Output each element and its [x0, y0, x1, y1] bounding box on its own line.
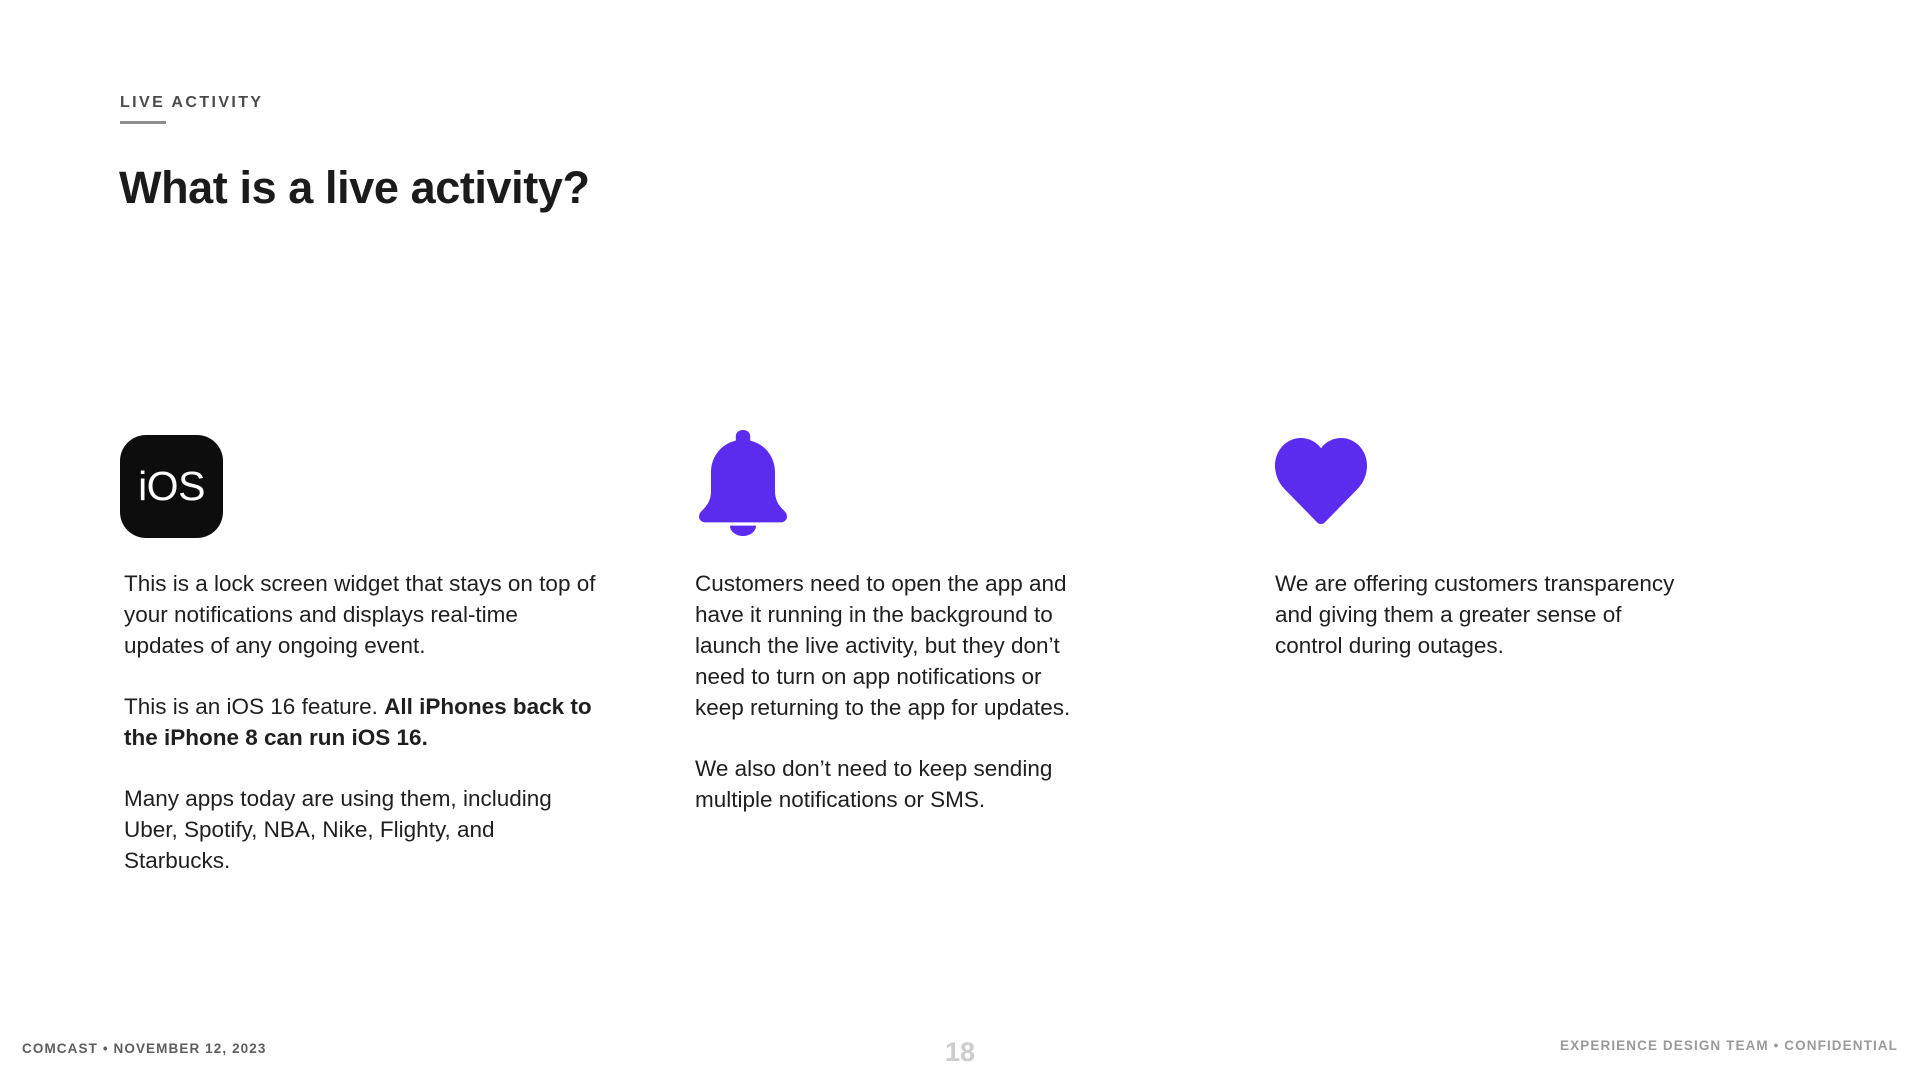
footer-right: EXPERIENCE DESIGN TEAM • CONFIDENTIAL — [1560, 1038, 1898, 1053]
column-transparency — [1275, 420, 1835, 876]
page-number: 18 — [944, 1037, 976, 1067]
footer-date: NOVEMBER 12, 2023 — [113, 1041, 267, 1056]
paragraph: We also don’t need to keep sending multiple notifications or SMS. — [695, 756, 1053, 813]
paragraph: This is an iOS 16 feature. All iPhones back to the iPhone 8 can run iOS 16. — [124, 694, 592, 751]
paragraph: Customers need to open the app and have it running in the background to launch the live activity, but they don’t need to turn on app notifications or keep returning to the app for updates. — [695, 571, 1071, 721]
footer-separator: • — [102, 1041, 109, 1056]
icon-slot — [1275, 420, 1835, 538]
content-columns — [120, 420, 1910, 876]
icon-slot — [695, 420, 1275, 538]
ios-tile-label: iOS — [138, 463, 205, 509]
paragraph: This is a lock screen widget that stays on top of your notifications and displays real-time updates of any ongoing event. — [124, 571, 596, 659]
paragraph: We are offering customers transparency and giving them a greater sense of control during outages. — [1275, 571, 1675, 659]
column-notifications — [695, 420, 1275, 876]
ios-app-tile-icon — [120, 435, 223, 538]
slide-eyebrow: LIVE ACTIVITY — [120, 94, 264, 111]
eyebrow-divider — [120, 121, 166, 124]
column-ios — [120, 420, 695, 876]
icon-slot — [120, 420, 695, 538]
paragraph: Many apps today are using them, including Uber, Spotify, NBA, Nike, Flighty, and Starbucks. — [124, 786, 552, 874]
bell-icon — [695, 426, 791, 538]
eyebrow-group — [120, 94, 264, 124]
heart-icon — [1275, 438, 1367, 524]
footer-left — [22, 1041, 267, 1056]
page-title: What is a live activity? — [119, 162, 590, 214]
footer-brand: COMCAST — [22, 1041, 98, 1056]
